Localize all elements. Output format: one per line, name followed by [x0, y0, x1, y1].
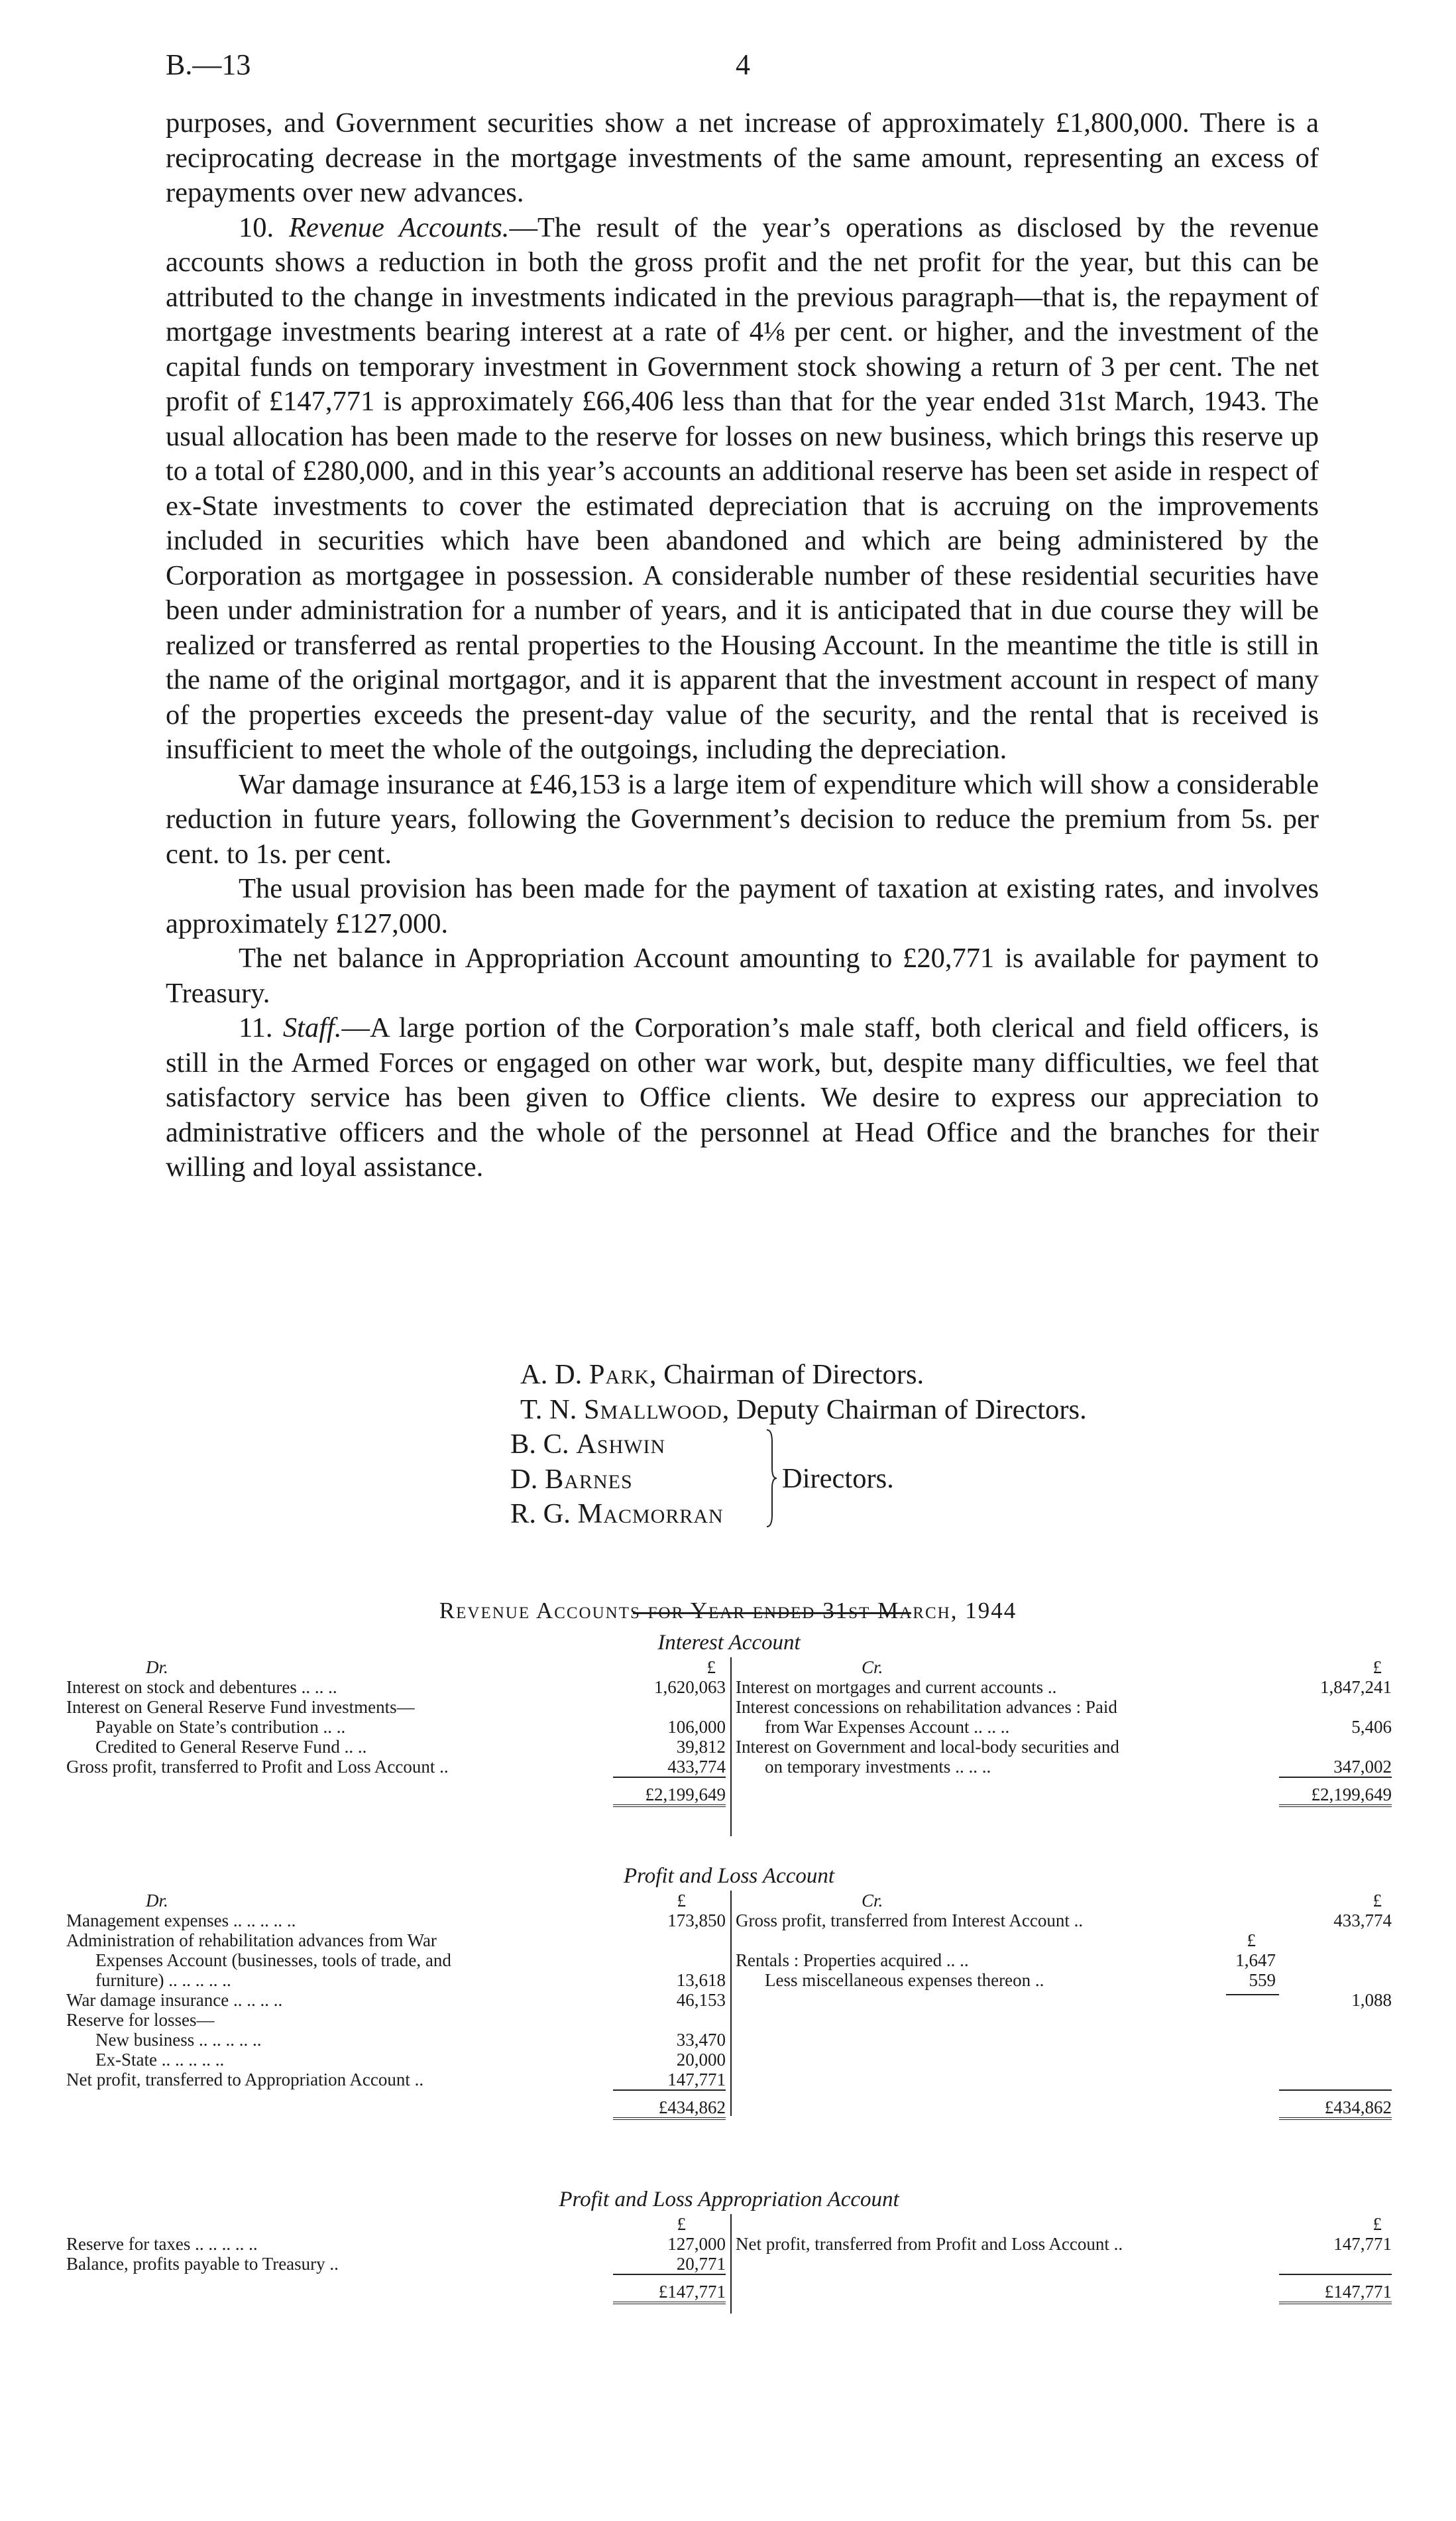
account-row — [66, 2070, 726, 2089]
surname: Ashwin — [576, 1429, 666, 1460]
account-row — [736, 1737, 1392, 1757]
appropriation-account — [66, 2188, 1392, 2347]
pound-label: £ — [706, 1657, 716, 1677]
row-label: Balance, profits payable to Treasury .. — [66, 2254, 339, 2274]
row-label: Expenses Account (businesses, tools of trade, and — [95, 1950, 451, 1970]
paragraph-continuation: purposes, and Government securities show a net increase of approximately £1,800,000. There is a reciprocating decrease in the mortgage investments of the same amount, representing an excess of repayments over new advances. — [166, 107, 1319, 208]
row-label: Less miscellaneous expenses thereon .. — [765, 1970, 1044, 1990]
page-header — [166, 48, 1319, 88]
credit-column — [736, 1657, 1392, 1812]
directors-label: Directors. — [782, 1463, 894, 1494]
surname: Park — [588, 1359, 649, 1390]
row-subamount: 1,647 — [1235, 1950, 1276, 1970]
column-divider — [730, 1657, 732, 1836]
total-amount: £434,862 — [658, 2097, 726, 2117]
row-amount: 33,470 — [676, 2030, 726, 2050]
account-row — [66, 1970, 726, 1990]
row-label: Interest concessions on rehabilitation advances : Paid — [736, 1697, 1117, 1717]
paragraph-number: 11. — [239, 1012, 283, 1043]
row-amount: 39,812 — [676, 1737, 726, 1757]
row-amount: 106,000 — [667, 1717, 726, 1737]
signature-chairman — [520, 1358, 1087, 1393]
total-amount: £2,199,649 — [1311, 1785, 1392, 1804]
initials: D. — [510, 1463, 545, 1495]
account-row — [736, 1697, 1392, 1717]
section-title: Interest Account — [657, 1631, 801, 1655]
debit-column — [66, 1657, 726, 1812]
row-label: War damage insurance .. .. .. .. — [66, 1990, 283, 2010]
total-amount: £2,199,649 — [645, 1785, 726, 1804]
row-amount: 5,406 — [1351, 1717, 1392, 1737]
account-row — [66, 1717, 726, 1737]
account-row — [66, 1950, 726, 1970]
row-amount: 147,771 — [1333, 2234, 1392, 2254]
section-title: Profit and Loss Account — [623, 1864, 835, 1888]
row-amount: 20,771 — [676, 2254, 726, 2274]
total-row — [736, 1785, 1392, 1804]
row-label: Interest on stock and debentures .. .. .. — [66, 1677, 337, 1697]
total-amount: £147,771 — [1324, 2282, 1392, 2302]
surname: Macmorran — [577, 1498, 724, 1529]
total-row — [66, 2097, 726, 2117]
row-label: New business .. .. .. .. .. — [95, 2030, 262, 2050]
row-label: Reserve for taxes .. .. .. .. .. — [66, 2234, 258, 2254]
row-amount: 13,618 — [676, 1970, 726, 1990]
column-divider — [730, 2214, 732, 2314]
row-label: Ex-State .. .. .. .. .. — [95, 2050, 225, 2070]
total-amount: £434,862 — [1324, 2097, 1392, 2117]
paragraph-heading: Staff. — [282, 1012, 342, 1043]
row-label: Reserve for losses— — [66, 2010, 215, 2030]
pound-label: £ — [1372, 1891, 1382, 1910]
row-amount: 1,088 — [1351, 1990, 1392, 2010]
signature-block — [510, 1358, 1087, 1531]
paragraph-number: 10. — [239, 211, 289, 243]
row-label: from War Expenses Account .. .. .. — [765, 1717, 1010, 1737]
surname: Smallwood — [584, 1393, 722, 1425]
paragraph-revenue-accounts — [166, 211, 1319, 768]
accounts-heading — [0, 1598, 1456, 1624]
account-row — [736, 1950, 1392, 1970]
account-row — [66, 1697, 726, 1717]
account-row — [66, 1930, 726, 1950]
row-amount: 46,153 — [676, 1990, 726, 2010]
account-row — [66, 2254, 726, 2274]
pound-label: £ — [1372, 1657, 1382, 1677]
row-label: Gross profit, transferred to Profit and Loss Account .. — [66, 1757, 449, 1777]
credit-column — [736, 1891, 1392, 2125]
row-amount: 127,000 — [667, 2234, 726, 2254]
cr-label: Cr. — [862, 1657, 883, 1677]
row-label: Management expenses .. .. .. .. .. — [66, 1910, 296, 1930]
initials: R. G. — [510, 1498, 578, 1529]
accounts-title: Revenue Accounts for Year ended 31st March, 1944 — [439, 1598, 1017, 1623]
initials: A. D. — [520, 1359, 589, 1390]
row-amount: 20,000 — [676, 2050, 726, 2070]
account-row — [736, 1757, 1392, 1777]
surname: Barnes — [544, 1463, 633, 1495]
account-row — [736, 1970, 1392, 1990]
column-divider — [730, 1891, 732, 2116]
title: , Deputy Chairman of Directors. — [722, 1393, 1087, 1425]
pound-label: £ — [1372, 2214, 1382, 2234]
row-label: Gross profit, transferred from Interest Account .. — [736, 1910, 1084, 1930]
account-row — [736, 1717, 1392, 1737]
row-label: Credited to General Reserve Fund .. .. — [95, 1737, 367, 1757]
row-label: Payable on State’s contribution .. .. — [95, 1717, 346, 1737]
row-amount: 173,850 — [667, 1910, 726, 1930]
row-amount: 1,620,063 — [654, 1677, 726, 1697]
account-row — [66, 2030, 726, 2050]
debit-column — [66, 2214, 726, 2310]
signature-director — [510, 1497, 1087, 1532]
profit-loss-account — [66, 1864, 1392, 2142]
account-row — [736, 1677, 1392, 1697]
row-label: Administration of rehabilitation advances from War — [66, 1930, 437, 1950]
row-label: Interest on mortgages and current accounts .. — [736, 1677, 1057, 1697]
account-row — [66, 1737, 726, 1757]
row-amount: 433,774 — [1333, 1910, 1392, 1930]
paragraph-staff — [166, 1011, 1319, 1185]
signature-director — [510, 1427, 1087, 1462]
account-row — [736, 1910, 1392, 1930]
signature-deputy-chairman — [520, 1393, 1087, 1428]
row-label: furniture) .. .. .. .. .. — [95, 1970, 231, 1990]
total-row — [66, 1785, 726, 1804]
account-row — [66, 2050, 726, 2070]
row-subamount: 559 — [1249, 1970, 1276, 1990]
account-row — [736, 2234, 1392, 2254]
paragraph-taxation: The usual provision has been made for the payment of taxation at existing rates, and involves approximately £127,000. — [166, 873, 1319, 939]
account-row — [66, 2234, 726, 2254]
initials: T. N. — [520, 1393, 584, 1425]
row-label: Net profit, transferred from Profit and Loss Account .. — [736, 2234, 1123, 2254]
pound-label: £ — [677, 1891, 686, 1910]
total-row — [736, 2282, 1392, 2302]
document-reference: B.—13 — [166, 48, 251, 81]
paragraph-war-damage: War damage insurance at £46,153 is a large item of expenditure which will show a considerable reduction in future years, following the Government’s decision to reduce the premium from 5s. per cent. to 1s. per cent. — [166, 768, 1319, 870]
total-row — [66, 2282, 726, 2302]
account-row — [736, 1990, 1392, 2010]
credit-column — [736, 2214, 1392, 2310]
row-label: Net profit, transferred to Appropriation Account .. — [66, 2070, 424, 2089]
account-row — [66, 1910, 726, 1930]
pound-label: £ — [677, 2214, 686, 2234]
account-row — [66, 1990, 726, 2010]
page-number: 4 — [736, 48, 750, 81]
initials: B. C. — [510, 1429, 577, 1460]
account-row — [736, 1930, 1392, 1950]
directors-group — [510, 1427, 1087, 1531]
account-row — [66, 1677, 726, 1697]
debit-column — [66, 1891, 726, 2125]
row-amount: 433,774 — [667, 1757, 726, 1777]
row-label: on temporary investments .. .. .. — [765, 1757, 991, 1777]
row-label: Interest on General Reserve Fund investments— — [66, 1697, 415, 1717]
total-amount: £147,771 — [658, 2282, 726, 2302]
title: , Chairman of Directors. — [649, 1359, 924, 1390]
paragraph-heading: Revenue Accounts. — [289, 211, 510, 243]
account-row — [66, 1757, 726, 1777]
brace-icon — [765, 1429, 777, 1528]
row-amount: 1,847,241 — [1320, 1677, 1392, 1697]
interest-account — [66, 1631, 1392, 1849]
report-body — [166, 106, 1319, 1185]
account-row — [66, 2010, 726, 2030]
row-amount: 347,002 — [1333, 1757, 1392, 1777]
row-amount: 147,771 — [667, 2070, 726, 2089]
paragraph-appropriation: The net balance in Appropriation Account amounting to £20,771 is available for payment to Treasury. — [166, 943, 1319, 1009]
paragraph-text: —The result of the year’s operations as disclosed by the revenue accounts shows a reduction in both the gross profit and the net profit for the year, but this can be attributed to the change in investments indicated in the previous paragraph—that is, the repayment of mortgage investments bearing interest at a rate of 4⅛ per cent. or higher, and the investment of the capital funds on temporary investment in Government stock showing a return of 3 per cent. The net profit of £147,771 is approximately £66,406 less than that for the year ended 31st March, 1943. The usual allocation has been made to the reserve for losses on new business, which brings this reserve up to a total of £280,000, and in this year’s accounts an additional reserve has been set aside in respect of ex-State investments to cover the estimated depreciation that is accruing on the improvements included in securities which have been abandoned and which are being administered by the Corporation as mortgagee in possession. A considerable number of these residential securities have been under administration for a number of years, and it is anticipated that in due course they will be realized or transferred as rental properties to the Housing Account. In the meantime the title is still in the name of the original mortgagor, and it is apparent that the investment account in respect of many of the properties exceeds the present-day value of the security, and the rental that is received is insufficient to meet the whole of the outgoings, including the depreciation. — [166, 211, 1319, 765]
dr-label: Dr. — [146, 1891, 168, 1910]
row-label: Rentals : Properties acquired .. .. — [736, 1950, 969, 1970]
cr-label: Cr. — [862, 1891, 883, 1910]
section-title: Profit and Loss Appropriation Account — [559, 2188, 899, 2211]
pound-label: £ — [1247, 1930, 1256, 1950]
row-label: Interest on Government and local-body securities and — [736, 1737, 1119, 1757]
paragraph-text: —A large portion of the Corporation’s male staff, both clerical and field officers, is still in the Armed Forces or engaged on other war work, but, despite many difficulties, we feel that satisfactory service has been given to Office clients. We desire to express our appreciation to administrative officers and the whole of the personnel at Head Office and the branches for their willing and loyal assistance. — [166, 1012, 1319, 1183]
dr-label: Dr. — [146, 1657, 168, 1677]
total-row — [736, 2097, 1392, 2117]
